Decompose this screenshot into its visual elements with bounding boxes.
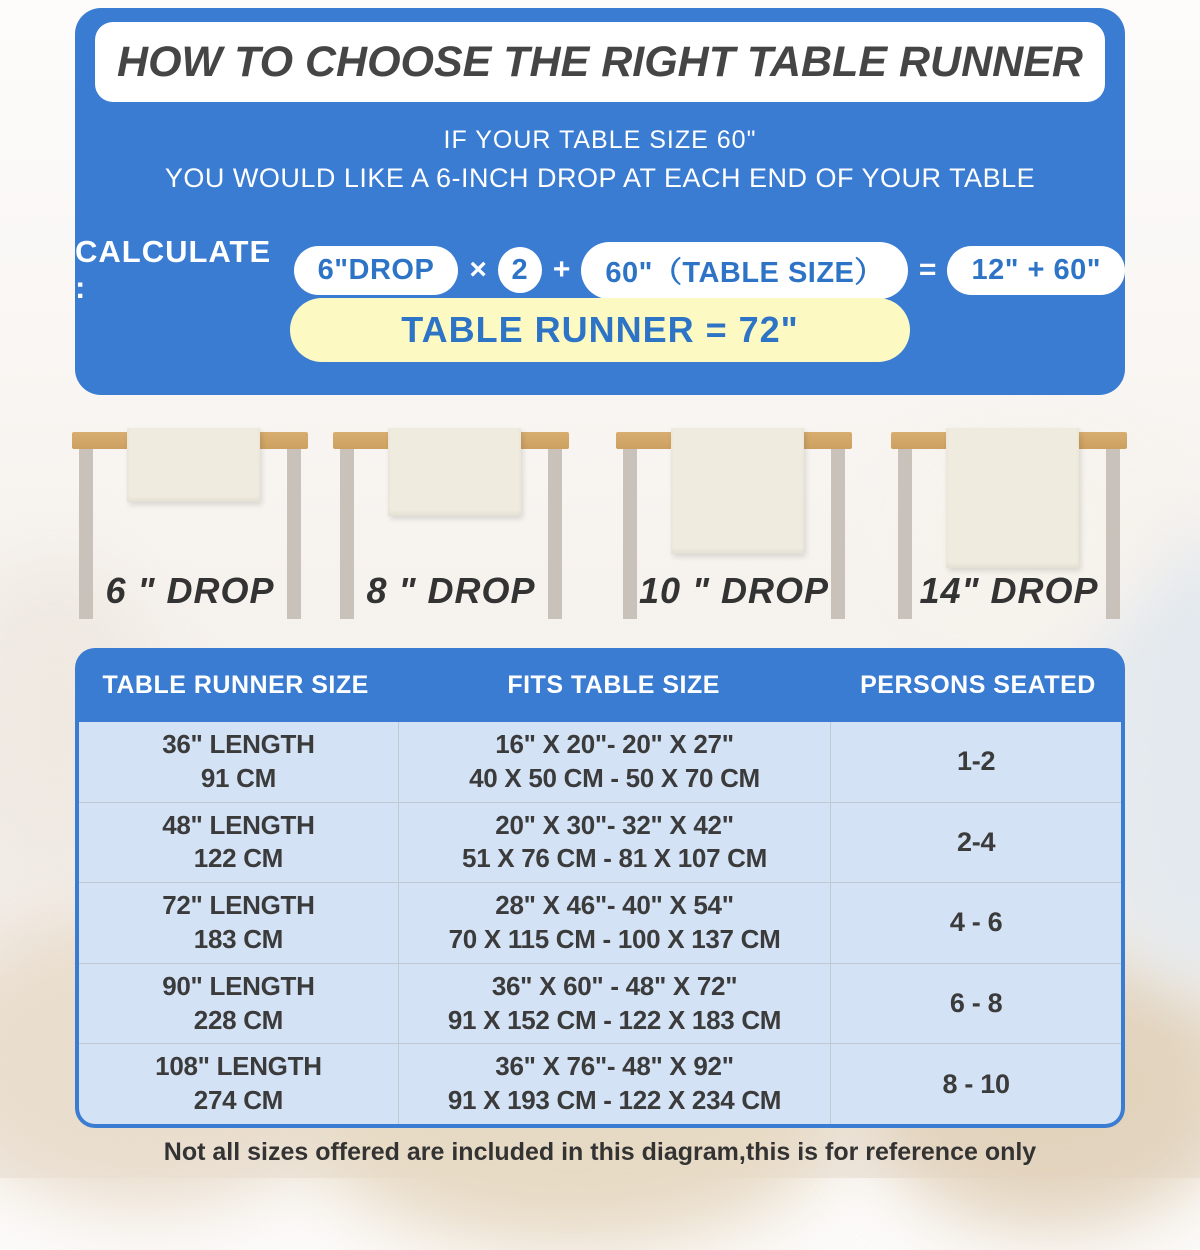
multiplier-pill: 2 xyxy=(498,247,542,293)
fits-table-size-cell xyxy=(398,803,831,883)
runner-size-inches: 36" LENGTH xyxy=(162,729,315,759)
persons-seated-cell: 1-2 xyxy=(957,746,996,777)
column-header-runner-size: TABLE RUNNER SIZE xyxy=(102,670,369,699)
table-figure-10-inch-drop xyxy=(616,428,852,628)
calculate-label: CALCULATE : xyxy=(75,234,272,305)
persons-seated-cell: 8 - 10 xyxy=(942,1068,1010,1099)
drop-label: 8 " DROP xyxy=(366,570,536,611)
runner-size-cell xyxy=(79,803,398,883)
fits-table-size-cell xyxy=(398,964,831,1044)
table-figure-14-inch-drop xyxy=(891,428,1127,628)
equals-operator: = xyxy=(918,253,937,286)
persons-seated-cell: 2-4 xyxy=(957,826,996,857)
fits-table-size-cell xyxy=(398,722,831,802)
table-row xyxy=(79,882,1121,963)
table-runner xyxy=(127,428,260,502)
table-figure-8-inch-drop xyxy=(333,428,569,628)
table-runner xyxy=(946,428,1079,568)
runner-size-cm: 91 CM xyxy=(200,762,276,793)
column-header-fits-table-size: FITS TABLE SIZE xyxy=(507,670,720,699)
drop-label: 6 " DROP xyxy=(105,570,275,611)
fits-size-cm: 40 X 50 CM - 50 X 70 CM xyxy=(469,762,760,793)
size-chart xyxy=(75,648,1125,1128)
drop-label: 14" DROP xyxy=(919,570,1099,611)
table-figure-6-inch-drop xyxy=(72,428,308,628)
table-row xyxy=(79,802,1121,883)
runner-size-cm: 228 CM xyxy=(193,1004,284,1035)
subtitle-line1: IF YOUR TABLE SIZE 60" xyxy=(443,126,757,154)
subtitle-line2: YOU WOULD LIKE A 6-INCH DROP AT EACH END OF YOUR TABLE xyxy=(164,163,1036,193)
column-header-persons-seated: PERSONS SEATED xyxy=(860,670,1096,699)
runner-size-inches: 48" LENGTH xyxy=(162,809,315,840)
fits-size-inches: 36" X 60" - 48" X 72" xyxy=(491,970,738,1001)
persons-seated-cell: 4 - 6 xyxy=(949,907,1003,938)
table-size-pill: 60"（TABLE SIZE） xyxy=(581,242,908,299)
table-row xyxy=(79,963,1121,1044)
fits-size-cm: 51 X 76 CM - 81 X 107 CM xyxy=(462,843,767,874)
footer-note: Not all sizes offered are included in this diagram,this is for reference only xyxy=(163,1138,1037,1166)
table-row xyxy=(79,1043,1121,1124)
times-operator: × xyxy=(469,253,487,286)
runner-size-inches: 72" LENGTH xyxy=(162,890,315,921)
runner-size-inches: 108" LENGTH xyxy=(155,1051,322,1082)
fits-size-inches: 36" X 76"- 48" X 92" xyxy=(495,1051,734,1082)
size-chart-body xyxy=(79,722,1121,1124)
fits-size-inches: 20" X 30"- 32" X 42" xyxy=(495,809,734,840)
title-box xyxy=(95,22,1105,102)
fits-size-inches: 16" X 20"- 20" X 27" xyxy=(495,729,734,759)
runner-size-cm: 274 CM xyxy=(193,1085,284,1116)
runner-size-cell xyxy=(79,1044,398,1124)
sum-pill: 12" + 60" xyxy=(947,246,1125,295)
runner-size-cell xyxy=(79,722,398,802)
calculation-row xyxy=(75,234,1125,306)
drop-value-pill: 6"DROP xyxy=(294,246,459,295)
size-chart-header xyxy=(75,648,1125,722)
runner-size-cm: 122 CM xyxy=(193,843,284,874)
persons-seated-cell: 6 - 8 xyxy=(949,988,1003,1019)
fits-table-size-cell xyxy=(398,883,831,963)
hero-panel xyxy=(75,8,1125,395)
page-title: HOW TO CHOOSE THE RIGHT TABLE RUNNER xyxy=(117,37,1083,86)
fits-size-cm: 91 X 152 CM - 122 X 183 CM xyxy=(447,1004,782,1035)
drop-label: 10 " DROP xyxy=(638,570,830,611)
table-runner xyxy=(388,428,521,516)
runner-size-cell xyxy=(79,883,398,963)
fits-size-cm: 70 X 115 CM - 100 X 137 CM xyxy=(448,923,781,954)
fits-size-cm: 91 X 193 CM - 122 X 234 CM xyxy=(447,1085,782,1116)
fits-size-inches: 28" X 46"- 40" X 54" xyxy=(495,890,734,921)
runner-size-cell xyxy=(79,964,398,1044)
plus-operator: + xyxy=(552,253,571,286)
runner-size-inches: 90" LENGTH xyxy=(162,970,315,1001)
result-pill: TABLE RUNNER = 72" xyxy=(290,298,910,362)
fits-table-size-cell xyxy=(398,1044,831,1124)
runner-size-cm: 183 CM xyxy=(193,923,284,954)
table-runner xyxy=(671,428,804,554)
table-row xyxy=(79,722,1121,802)
